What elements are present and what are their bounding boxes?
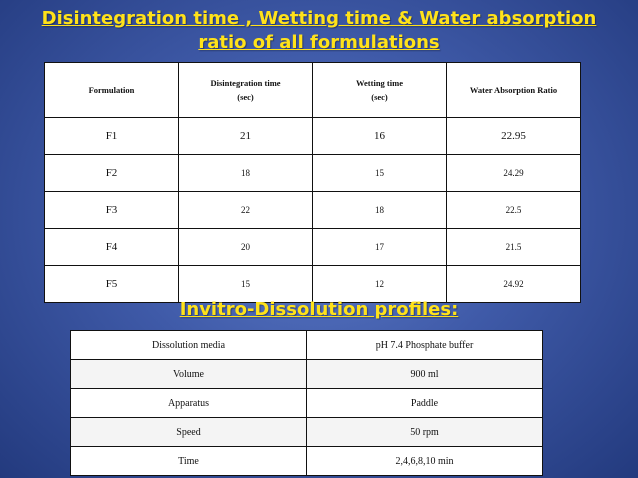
table-row: [45, 192, 581, 229]
table-cell: F5: [45, 266, 179, 303]
table-cell: 22: [179, 192, 313, 229]
header-formulation: [45, 63, 179, 118]
table-cell: pH 7.4 Phosphate buffer: [307, 331, 543, 360]
table-cell: F2: [45, 155, 179, 192]
table-row: [45, 118, 581, 155]
table-cell: 18: [179, 155, 313, 192]
table-row: [71, 447, 543, 476]
slide-title-line-2: ratio of all formulations: [198, 32, 440, 53]
slide-title-line-1: Disintegration time , Wetting time & Water absorption: [41, 8, 597, 29]
table-row: [45, 266, 581, 303]
table-cell: F1: [45, 118, 179, 155]
table-row: [45, 155, 581, 192]
table-cell: F3: [45, 192, 179, 229]
table-cell: 15: [179, 266, 313, 303]
table-cell: Dissolution media: [71, 331, 307, 360]
table-cell: F4: [45, 229, 179, 266]
header-wetting-time: [313, 63, 447, 118]
formulation-table: [44, 62, 581, 303]
dissolution-title: Invitro-Dissolution profiles:: [179, 299, 459, 320]
table-cell: 18: [313, 192, 447, 229]
header-text: Disintegration time: [210, 78, 281, 88]
table-cell: Speed: [71, 418, 307, 447]
table-cell: 20: [179, 229, 313, 266]
header-disintegration-time: [179, 63, 313, 118]
table-cell: 21.5: [447, 229, 581, 266]
table-cell: Paddle: [307, 389, 543, 418]
header-water-absorption-ratio: [447, 63, 581, 118]
table-cell: 15: [313, 155, 447, 192]
header-text: Formulation: [88, 85, 135, 95]
table-cell: 2,4,6,8,10 min: [307, 447, 543, 476]
dissolution-table: [70, 330, 543, 476]
header-text: Water Absorption Ratio: [469, 85, 558, 95]
table-cell: 16: [313, 118, 447, 155]
table-row: [71, 331, 543, 360]
table-cell: 17: [313, 229, 447, 266]
table-cell: 900 ml: [307, 360, 543, 389]
table-cell: Volume: [71, 360, 307, 389]
table-row: [71, 418, 543, 447]
table-cell: 21: [179, 118, 313, 155]
table-cell: Time: [71, 447, 307, 476]
table-row: [45, 229, 581, 266]
table-cell: 24.29: [447, 155, 581, 192]
table-header-row: [45, 63, 581, 118]
table-cell: Apparatus: [71, 389, 307, 418]
table-row: [71, 360, 543, 389]
table-cell: 24.92: [447, 266, 581, 303]
header-text: Wetting time: [356, 78, 403, 88]
header-unit: (sec): [237, 92, 254, 102]
table-row: [71, 389, 543, 418]
header-unit: (sec): [371, 92, 388, 102]
table-cell: 12: [313, 266, 447, 303]
table-cell: 50 rpm: [307, 418, 543, 447]
table-cell: 22.95: [447, 118, 581, 155]
table-cell: 22.5: [447, 192, 581, 229]
